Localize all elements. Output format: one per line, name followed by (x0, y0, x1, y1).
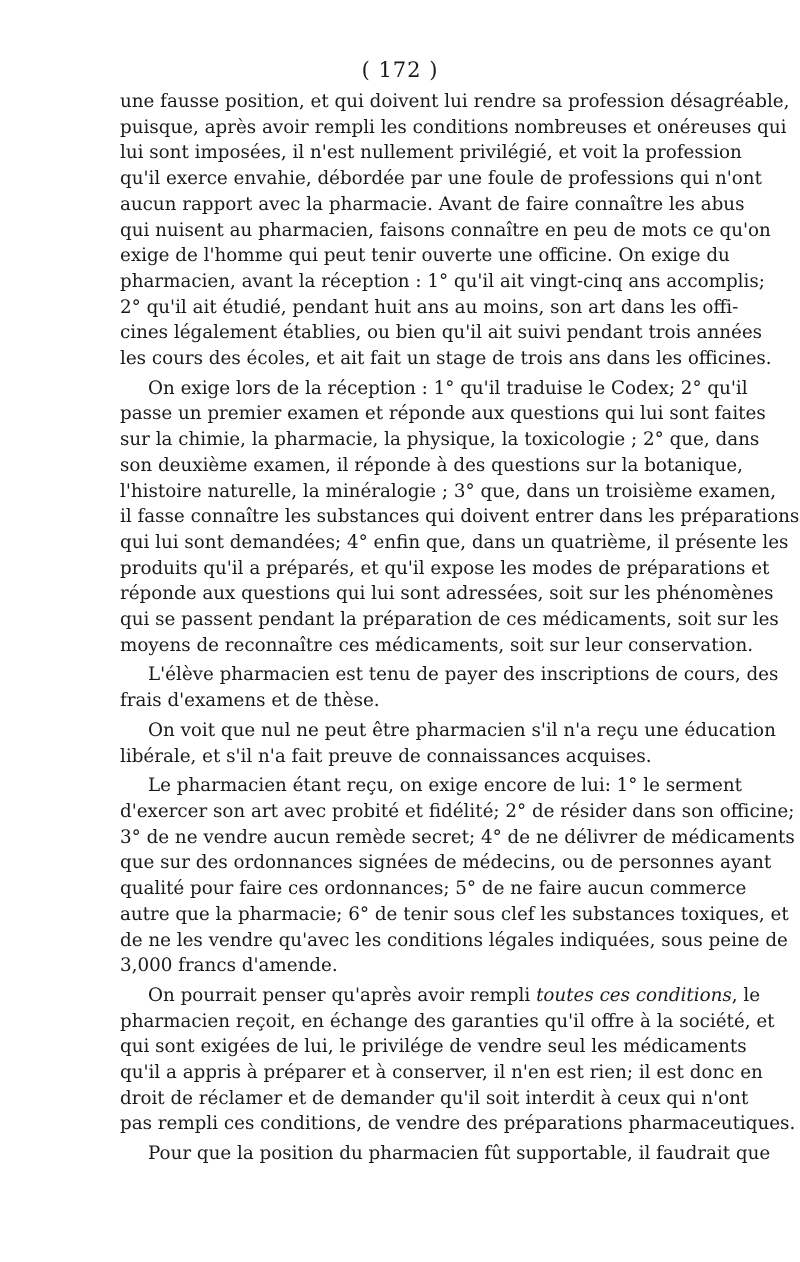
text-line: les cours des écoles, et ait fait un stage de trois ans dans les officines. (120, 348, 772, 370)
text-line: lui sont imposées, il n'est nullement privilégié, et voit la profession (120, 142, 742, 164)
text-line: aucun rapport avec la pharmacie. Avant de faire connaître les abus (120, 193, 745, 215)
text-line: qui lui sont demandées; 4° enfin que, dans un quatrième, il présente les (120, 531, 789, 553)
paragraph (120, 1141, 771, 1167)
paragraph (120, 983, 796, 1137)
text-line: On voit que nul ne peut être pharmacien s'il n'a reçu une éducation (148, 719, 776, 741)
text-line: On pourrait penser qu'après avoir rempli toutes ces conditions, le (148, 984, 761, 1006)
page-number: ( 172 ) (361, 58, 439, 82)
text-line: L'élève pharmacien est tenu de payer des inscriptions de cours, des (148, 664, 779, 686)
text-line: une fausse position, et qui doivent lui rendre sa profession désagréable, (120, 91, 790, 112)
text-line: cines légalement établies, ou bien qu'il ait suivi pendant trois années (120, 322, 763, 344)
text-line: qualité pour faire ces ordonnances; 5° de ne faire aucun commerce (120, 878, 747, 900)
text-line: moyens de reconnaître ces médicaments, soit sur leur conservation. (120, 634, 754, 656)
text-line: pharmacien reçoit, en échange des garanties qu'il offre à la société, et (120, 1010, 775, 1032)
text-line: produits qu'il a préparés, et qu'il expose les modes de préparations et (120, 557, 770, 579)
italic-phrase: toutes ces conditions (536, 984, 732, 1006)
text-line: qu'il a appris à préparer et à conserver, il n'en est rien; il est donc en (120, 1062, 763, 1084)
text-line: de ne les vendre qu'avec les conditions légales indiquées, sous peine de (120, 929, 788, 951)
text-line: Le pharmacien étant reçu, on exige encore de lui: 1° le serment (148, 775, 742, 797)
text-line: son deuxième examen, il réponde à des questions sur la botanique, (120, 454, 743, 476)
text-line: 3° de ne vendre aucun remède secret; 4° de ne délivrer de médicaments (120, 826, 795, 848)
text-line: d'exercer son art avec probité et fidélité; 2° de résider dans son officine; (120, 800, 795, 822)
text-line: il fasse connaître les substances qui doivent entrer dans les préparations (120, 506, 800, 528)
text-line: qui sont exigées de lui, le privilége de vendre seul les médicaments (120, 1036, 747, 1058)
text-line: Pour que la position du pharmacien fût supportable, il faudrait que (148, 1143, 771, 1165)
paragraph (120, 773, 795, 979)
text-line: l'histoire naturelle, la minéralogie ; 3° que, dans un troisième examen, (120, 480, 777, 502)
text-line: 3,000 francs d'amende. (120, 955, 338, 977)
text-line: On exige lors de la réception : 1° qu'il traduise le Codex; 2° qu'il (148, 377, 748, 399)
text-line: pas rempli ces conditions, de vendre des préparations pharmaceutiques. (120, 1113, 796, 1135)
body-text (120, 89, 800, 1167)
text-line: exige de l'homme qui peut tenir ouverte une officine. On exige du (120, 245, 730, 267)
paragraph (120, 718, 776, 769)
text-line: pharmacien, avant la réception : 1° qu'il ait vingt-cinq ans accomplis; (120, 270, 765, 292)
text-line: puisque, après avoir rempli les conditions nombreuses et onéreuses qui (120, 116, 787, 138)
text-line: sur la chimie, la pharmacie, la physique, la toxicologie ; 2° que, dans (120, 429, 760, 451)
text-line: que sur des ordonnances signées de médecins, ou de personnes ayant (120, 852, 772, 874)
text-line: qu'il exerce envahie, débordée par une foule de professions qui n'ont (120, 168, 762, 190)
text-line: frais d'examens et de thèse. (120, 690, 380, 712)
paragraph (120, 376, 800, 659)
text-line: passe un premier examen et réponde aux questions qui lui sont faites (120, 403, 766, 425)
paragraph (120, 662, 779, 713)
text-line: droit de réclamer et de demander qu'il soit interdit à ceux qui n'ont (120, 1087, 749, 1109)
text-line: qui se passent pendant la préparation de ces médicaments, soit sur les (120, 609, 779, 631)
text-line: réponde aux questions qui lui sont adressées, soit sur les phénomènes (120, 583, 774, 605)
paragraph (120, 89, 790, 372)
text-line: 2° qu'il ait étudié, pendant huit ans au moins, son art dans les offi- (120, 296, 739, 318)
text-line: qui nuisent au pharmacien, faisons connaître en peu de mots ce qu'on (120, 219, 771, 241)
text-line: autre que la pharmacie; 6° de tenir sous clef les substances toxiques, et (120, 903, 789, 925)
text-line: libérale, et s'il n'a fait preuve de connaissances acquises. (120, 745, 652, 767)
